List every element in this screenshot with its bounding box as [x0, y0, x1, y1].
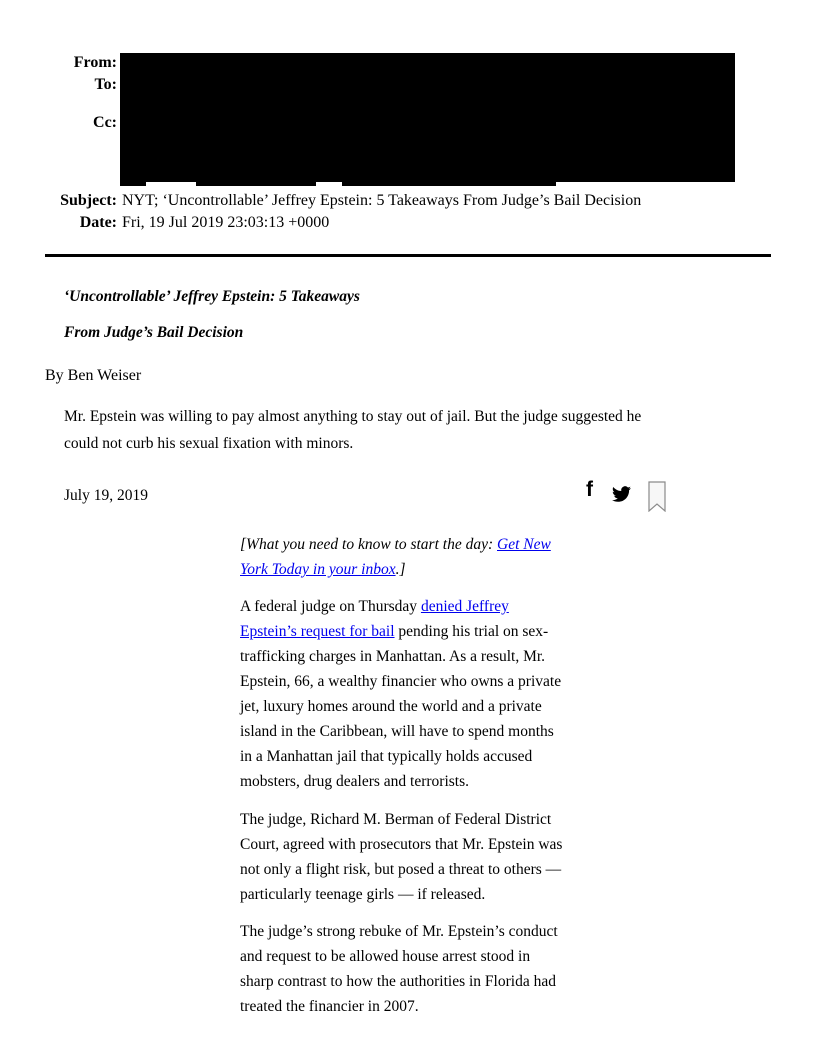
date-value: Fri, 19 Jul 2019 23:03:13 +0000: [122, 214, 330, 231]
from-label: From:: [73, 54, 117, 71]
bookmark-icon: [648, 481, 666, 512]
subject-label: Subject:: [60, 192, 117, 209]
twitter-share-button[interactable]: [612, 486, 631, 507]
paragraph-text: not only a flight risk, but posed a threat to others —: [240, 861, 562, 878]
paragraph-text: The judge, Richard M. Berman of Federal District: [240, 811, 552, 828]
bail-denied-link[interactable]: denied Jeffrey: [420, 598, 509, 615]
redaction-fragment: [120, 181, 146, 186]
article-title: [64, 279, 360, 351]
paragraph-text: and request to be allowed house arrest stood in: [240, 948, 531, 965]
header-divider-rule: [45, 254, 771, 257]
subject-value: NYT; ‘Uncontrollable’ Jeffrey Epstein: 5 Takeaways From Judge’s Bail Decision: [122, 192, 642, 209]
paragraph-text: island in the Caribbean, will have to spend months: [240, 723, 554, 740]
newsletter-link[interactable]: York Today in your inbox: [240, 561, 396, 578]
paragraph-text: sharp contrast to how the authorities in Florida had: [240, 973, 556, 990]
twitter-bird-icon: [612, 486, 631, 502]
byline: By Ben Weiser: [45, 367, 142, 384]
redaction-fragment: [196, 181, 316, 186]
to-label: To:: [94, 76, 117, 93]
bail-denied-link[interactable]: Epstein’s request for bail: [240, 623, 395, 640]
redaction-box: [120, 53, 735, 182]
paragraph-text: trafficking charges in Manhattan. As a result, Mr.: [240, 648, 546, 665]
redaction-fragment: [342, 181, 556, 186]
paragraph-1: [240, 594, 612, 794]
summary-line2: could not curb his sexual fixation with minors.: [64, 435, 354, 452]
article-summary: [64, 403, 641, 457]
intro-paragraph: [240, 532, 612, 582]
paragraph-3: [240, 919, 612, 1019]
publish-date: July 19, 2019: [64, 487, 148, 504]
paragraph-text: particularly teenage girls — if released.: [240, 886, 486, 903]
intro-text: [What you need to know to start the day:: [240, 536, 497, 553]
article-body-column: [240, 532, 612, 1031]
facebook-f-icon: f: [586, 478, 593, 501]
paragraph-text: in a Manhattan jail that typically holds accused: [240, 748, 533, 765]
date-label: Date:: [79, 214, 117, 231]
paragraph-text: Epstein, 66, a wealthy financier who owns a private: [240, 673, 562, 690]
cc-label: Cc:: [93, 114, 117, 131]
paragraph-text: treated the financier in 2007.: [240, 998, 419, 1015]
paragraph-text: pending his trial on sex-: [394, 623, 549, 640]
paragraph-text: jet, luxury homes around the world and a private: [240, 698, 542, 715]
article-title-line1: ‘Uncontrollable’ Jeffrey Epstein: 5 Takeaways: [64, 288, 360, 305]
paragraph-text: The judge’s strong rebuke of Mr. Epstein’s conduct: [240, 923, 558, 940]
summary-line1: Mr. Epstein was willing to pay almost anything to stay out of jail. But the judge suggested he: [64, 408, 642, 425]
paragraph-text: mobsters, drug dealers and terrorists.: [240, 773, 469, 790]
bookmark-save-button[interactable]: [648, 481, 666, 517]
paragraph-2: [240, 807, 612, 907]
paragraph-text: A federal judge on Thursday: [240, 598, 421, 615]
paragraph-text: Court, agreed with prosecutors that Mr. Epstein was: [240, 836, 563, 853]
intro-text-end: .]: [395, 561, 406, 578]
newsletter-link[interactable]: Get New: [497, 536, 551, 553]
facebook-share-button[interactable]: [586, 479, 600, 501]
article-title-line2: From Judge’s Bail Decision: [64, 324, 244, 341]
